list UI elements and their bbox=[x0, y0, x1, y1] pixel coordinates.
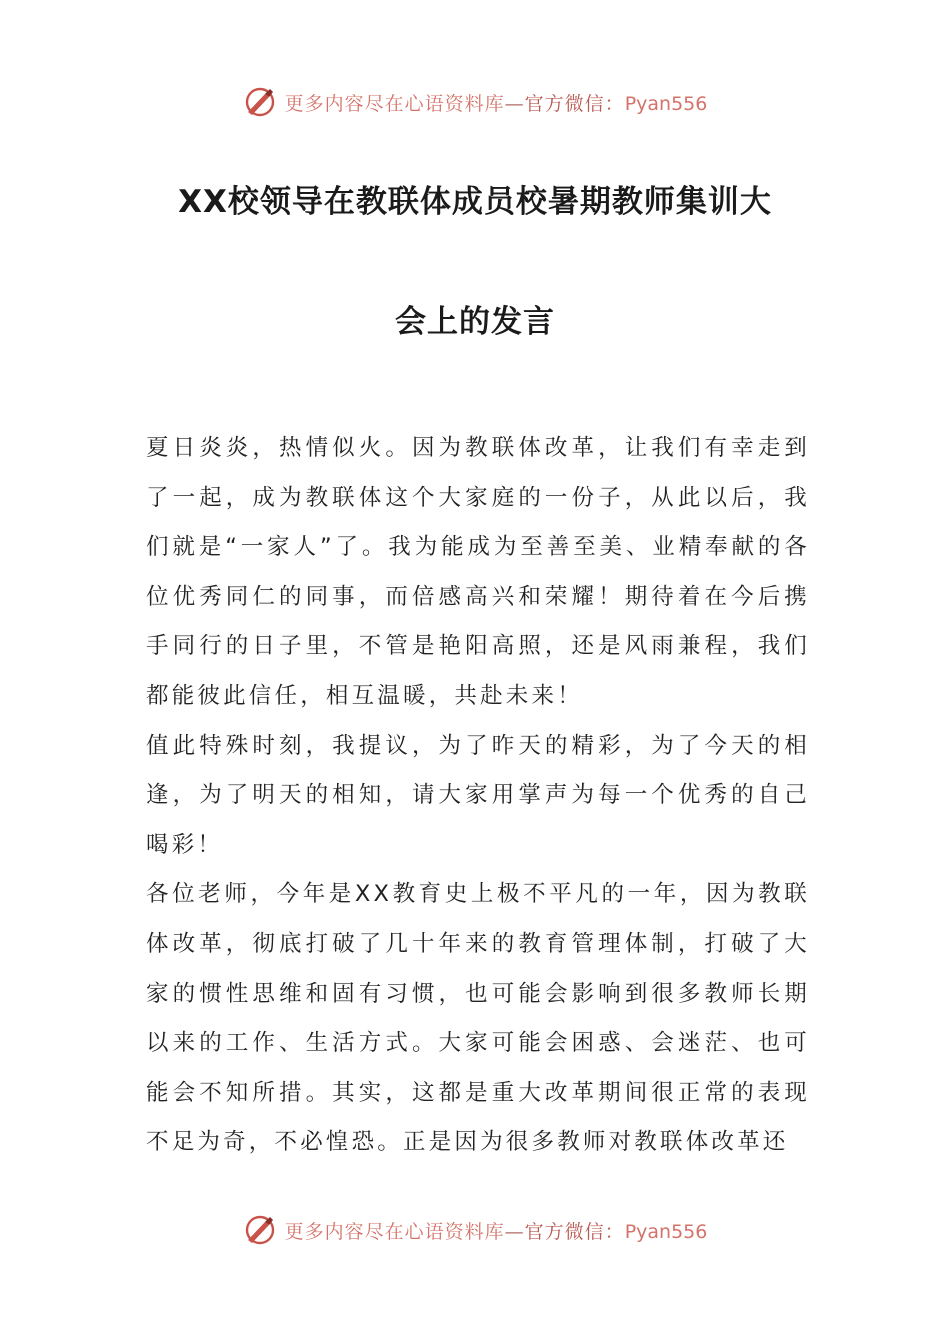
footer-watermark bbox=[0, 1210, 950, 1250]
watermark-wechat-id: Pyan556 bbox=[624, 92, 708, 115]
watermark-text bbox=[285, 1217, 708, 1244]
pen-circle-icon bbox=[243, 1213, 277, 1247]
watermark-dash: — bbox=[504, 92, 525, 115]
watermark-wechat-label: 官方微信： bbox=[524, 92, 625, 115]
watermark-brand: 更多内容尽在心语资料库 bbox=[284, 92, 505, 115]
watermark-wechat-id: Pyan556 bbox=[624, 1220, 708, 1243]
paragraph-3: 各位老师，今年是XX教育史上极不平凡的一年，因为教联体改革，彻底打破了几十年来的教育管理体制，打破了大家的惯性思维和固有习惯，也可能会影响到很多教师长期以来的工作、生活方式。大家可能会困惑、会迷茫、也可能会不知所措。其实，这都是重大改革期间很正常的表现不足为奇，不必惶恐。正是因为很多教师对教联体改革还 bbox=[146, 881, 810, 1156]
document-title-line-2: 会上的发言 bbox=[395, 304, 555, 340]
paragraph-2: 值此特殊时刻，我提议，为了昨天的精彩，为了今天的相逢，为了明天的相知，请大家用掌声为每一个优秀的自己喝彩！ bbox=[146, 732, 810, 858]
paragraph-1: 夏日炎炎，热情似火。因为教联体改革，让我们有幸走到了一起，成为教联体这个大家庭的一份子，从此以后，我们就是“一家人”了。我为能成为至善至美、业精奉献的各位优秀同仁的同事，而倍感高兴和荣耀！期待着在今后携手同行的日子里，不管是艳阳高照，还是风雨兼程，我们都能彼此信任，相互温暖，共赴未来！ bbox=[146, 435, 810, 709]
watermark-dash: — bbox=[504, 1220, 525, 1243]
header-watermark bbox=[0, 82, 950, 122]
pen-circle-icon bbox=[243, 85, 277, 119]
watermark-brand: 更多内容尽在心语资料库 bbox=[284, 1220, 505, 1243]
watermark-text bbox=[285, 89, 708, 116]
watermark-wechat-label: 官方微信： bbox=[524, 1220, 625, 1243]
document-body bbox=[146, 424, 810, 1168]
document-title-line-1: XX校领导在教联体成员校暑期教师集训大 bbox=[178, 184, 772, 220]
